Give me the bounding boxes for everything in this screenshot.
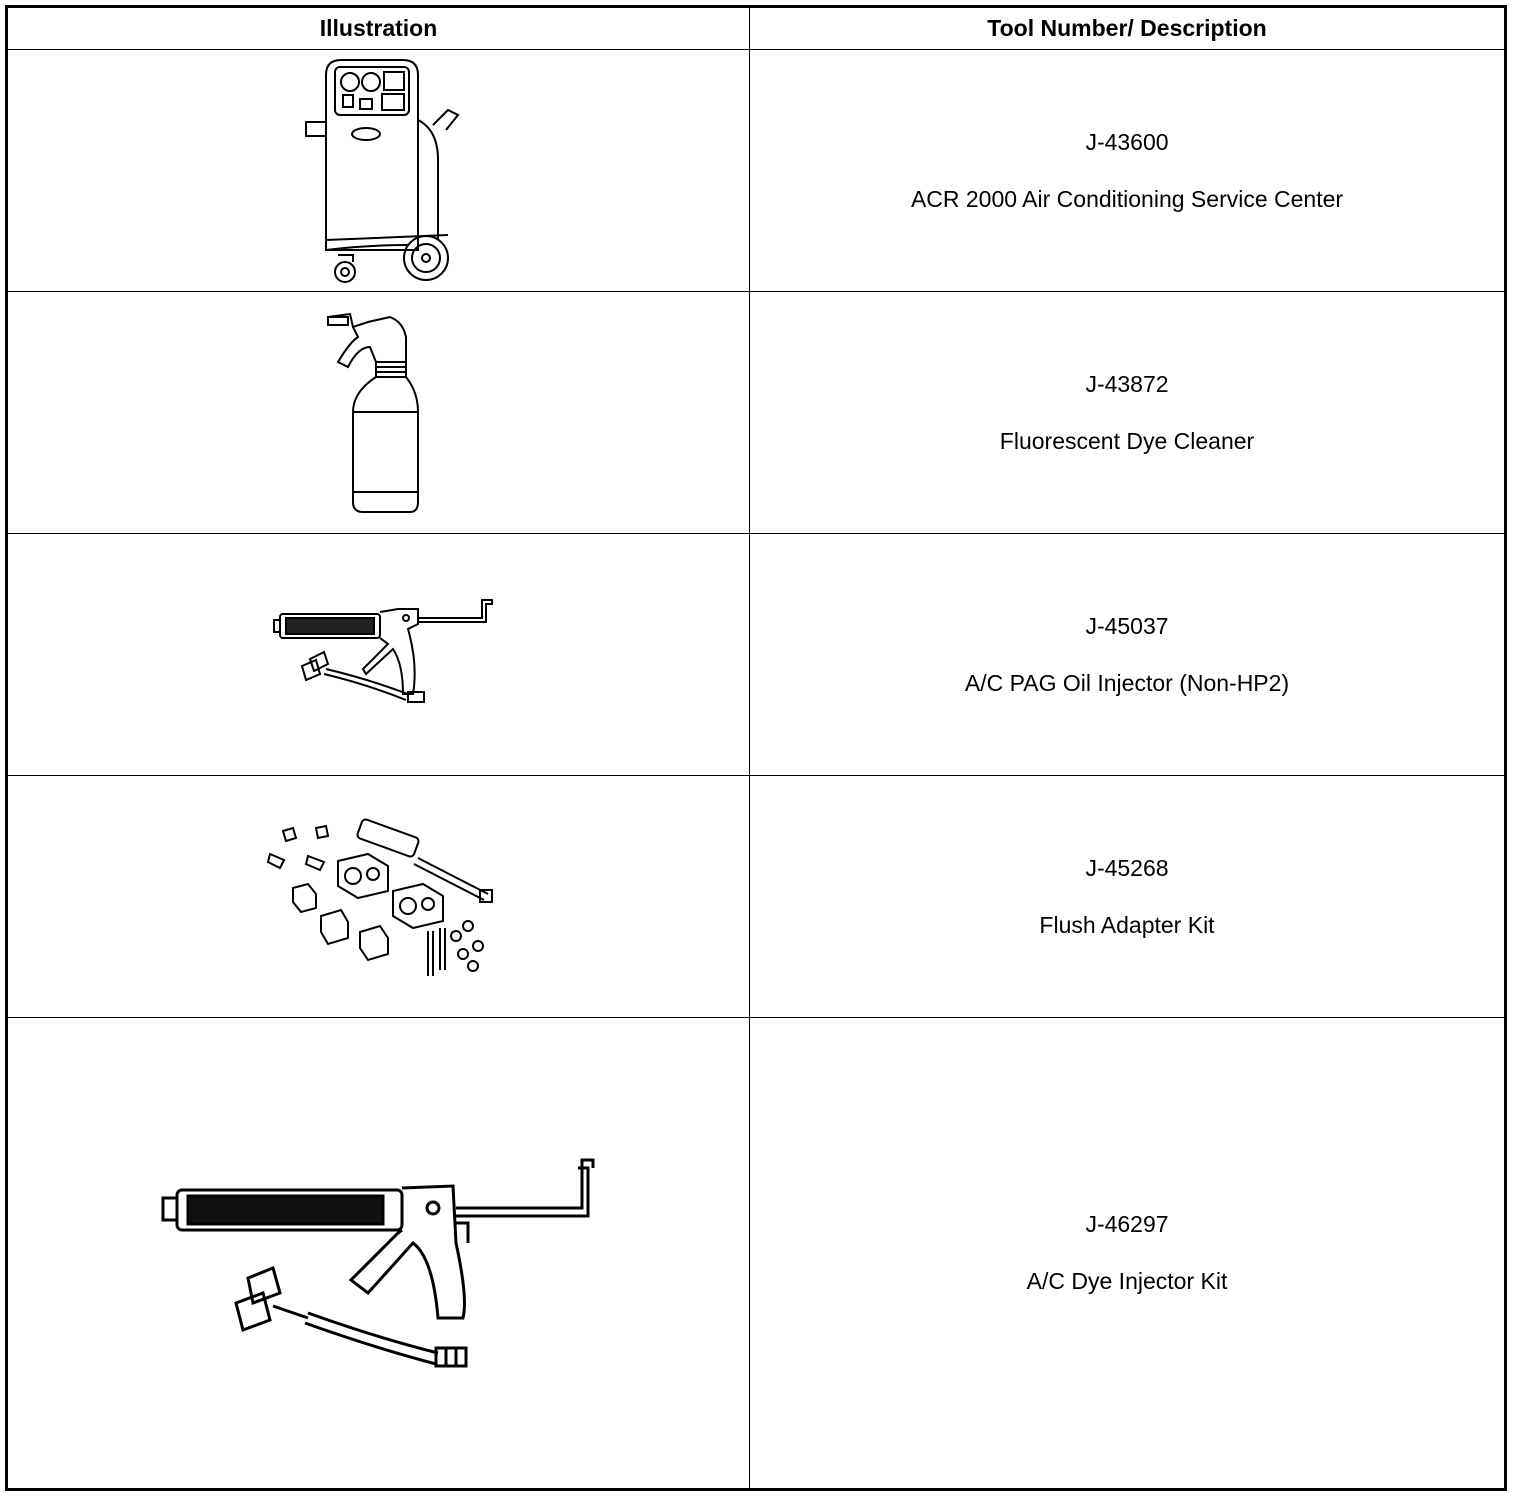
tool-number: J-46297 xyxy=(1085,1211,1169,1237)
illustration-cell xyxy=(8,1018,750,1488)
description-cell xyxy=(750,1018,1504,1488)
tool-number: J-43872 xyxy=(1085,370,1169,397)
spray-bottle-icon xyxy=(8,292,749,533)
description-cell xyxy=(750,50,1504,291)
tool-description: A/C Dye Injector Kit xyxy=(1026,1268,1228,1294)
table-row xyxy=(8,776,1504,1018)
illustration-cell xyxy=(8,50,750,291)
tool-number: J-45268 xyxy=(1085,854,1169,881)
ac-service-center-icon xyxy=(8,50,749,291)
oil-injector-icon xyxy=(8,534,749,775)
table-row xyxy=(8,534,1504,776)
tool-description: Flush Adapter Kit xyxy=(1039,911,1215,938)
header-illustration: Illustration xyxy=(8,8,750,49)
tools-table xyxy=(5,5,1507,1491)
tool-description: ACR 2000 Air Conditioning Service Center xyxy=(910,185,1344,212)
description-cell xyxy=(750,534,1504,775)
table-row xyxy=(8,292,1504,534)
dye-injector-icon xyxy=(8,1018,749,1488)
illustration-cell xyxy=(8,776,750,1017)
description-cell xyxy=(750,292,1504,533)
table-row xyxy=(8,50,1504,292)
header-description: Tool Number/ Description xyxy=(987,15,1267,41)
tool-description: A/C PAG Oil Injector (Non-HP2) xyxy=(964,669,1290,696)
table-header-row xyxy=(8,8,1504,50)
tool-number: J-43600 xyxy=(1085,128,1169,155)
tool-number: J-45037 xyxy=(1085,612,1169,639)
tool-description: Fluorescent Dye Cleaner xyxy=(999,427,1255,454)
illustration-cell xyxy=(8,292,750,533)
flush-adapter-kit-icon xyxy=(8,776,749,1017)
table-row xyxy=(8,1018,1504,1488)
description-cell xyxy=(750,776,1504,1017)
illustration-cell xyxy=(8,534,750,775)
